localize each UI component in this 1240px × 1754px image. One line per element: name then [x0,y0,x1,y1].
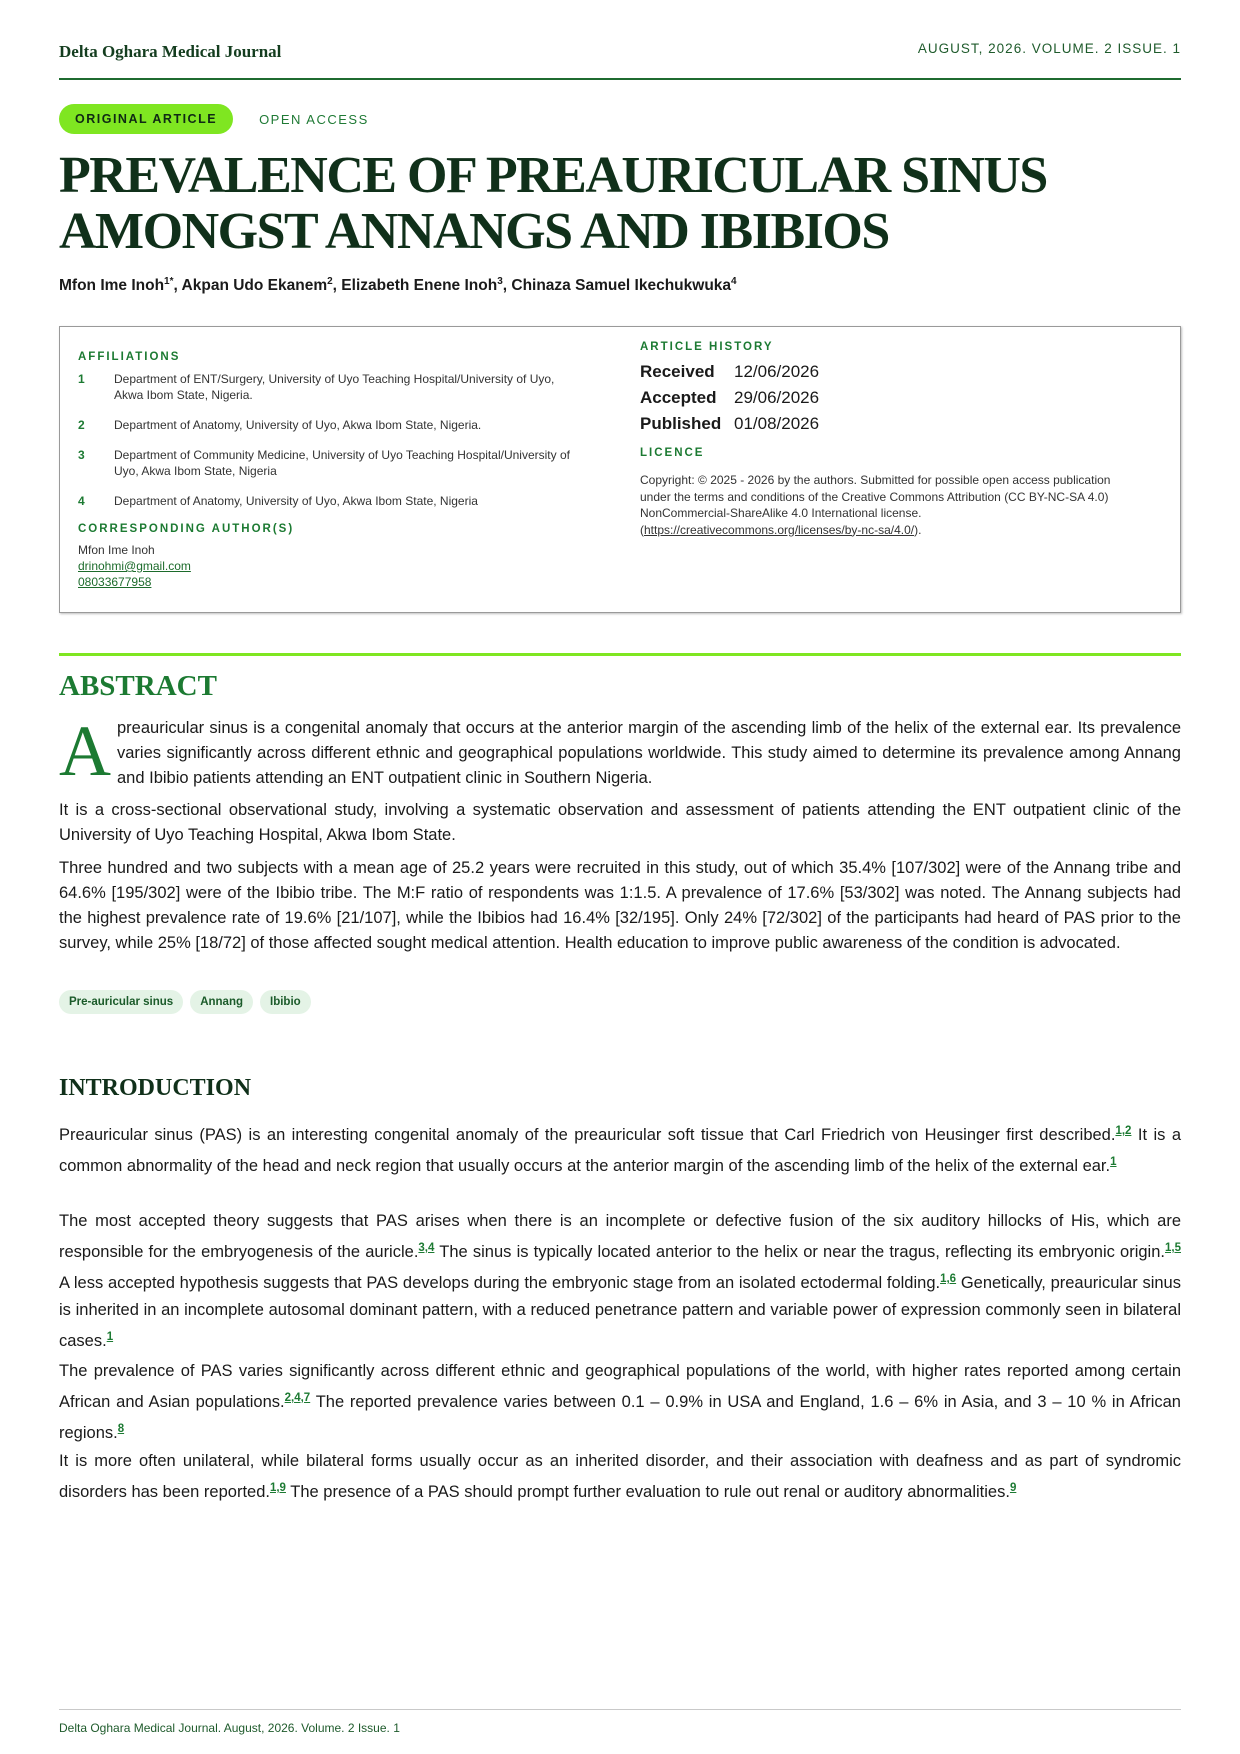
article-info-box [59,326,1181,613]
citation-link[interactable]: 1,9 [269,1482,286,1494]
licence-line: under the terms and conditions of the Creative Commons Attribution (CC BY-NC-SA 4.0) [640,489,1109,504]
abstract-paragraph-3: Three hundred and two subjects with a mean age of 25.2 years were recruited in this study, out of which 35.4% [107/302] were of the Annang tribe and 64.6% [195/302] were of the Ibibio tribe. The M:F ratio of respondents was 1:1.5. A prevalence of 17.6% [53/302] was noted. The Annang subjects had the highest prevalence rate of 19.6% [21/107], while the Ibibios had 16.4% [32/195]. Only 24% [72/302] of the participants had heard of PAS prior to the survey, while 25% [18/72] of those affected sought medical attention. Health education to improve public awareness of the condition is advocated. [59,859,1181,952]
intro-text: The sinus is typically located anterior to the helix or near the tragus, reflecting its embryonic origin. [434,1243,1165,1261]
abstract-heading: ABSTRACT [59,670,217,702]
history-accepted [640,385,1160,411]
history-value: 29/06/2026 [734,388,820,407]
affiliation-line: Akwa Ibom State, Nigeria. [114,388,253,402]
affiliation-text: Department of Anatomy, University of Uyo, Akwa Ibom State, Nigeria. [114,418,482,432]
open-access-label: OPEN ACCESS [259,111,369,127]
intro-text: Genetically, preauricular sinus is inherited in an incomplete autosomal dominant pattern, with a reduced penetrance pattern and variable power of expression commonly seen in bilateral cases. [59,1274,1181,1350]
licence-url-link[interactable]: https://creativecommons.org/licenses/by-nc-sa/4.0/ [644,522,915,537]
citation-link[interactable]: 3,4 [418,1242,435,1254]
intro-text: The reported prevalence varies between 0.1 – 0.9% in USA and England, 1.6 – 6% in Asia, and 3 – 10 % in African regions. [59,1393,1181,1442]
corresponding-author-section [78,523,608,590]
intro-paragraph-4 [59,1448,1181,1506]
article-title [59,148,1181,260]
licence-label: LICENCE [640,447,705,459]
intro-text: A less accepted hypothesis suggests that PAS develops during the embryonic stage from an isolated ectodermal folding. [59,1274,941,1292]
history-key: Published [640,414,722,433]
corresponding-phone-link[interactable]: 08033677958 [78,575,152,589]
citation-link[interactable]: 1,6 [940,1273,957,1285]
abstract-text: preauricular sinus is a congenital anomaly that occurs at the anterior margin of the ascending limb of the helix of the external ear. Its prevalence varies significantly across different ethnic and geographical populations worldwide. This study aimed to determine its prevalence among Annang and Ibibio patients attending an ENT outpatient clinic in Southern Nigeria. [117,719,1181,787]
citation-link[interactable]: 9 [1009,1482,1017,1494]
issue-info: AUGUST, 2026. VOLUME. 2 ISSUE. 1 [917,41,1181,56]
journal-name: Delta Oghara Medical Journal [59,42,282,61]
corresponding-author-details [78,542,608,590]
affiliation-item [78,447,608,479]
licence-paren: ( [640,522,644,537]
affiliation-item [78,371,608,403]
affiliation-text [114,447,570,479]
affiliation-line: Department of Community Medicine, University of Uyo Teaching Hospital/University of [114,448,570,462]
author-name: Mfon Ime Inoh [59,277,165,295]
citation-link[interactable]: 8 [117,1423,125,1435]
abstract-paragraph-2: It is a cross-sectional observational study, involving a systematic observation and assessment of patients attending the ENT outpatient clinic of the University of Uyo Teaching Hospital, Akwa Ibom State. [59,801,1181,844]
affiliation-text [114,371,554,403]
drop-cap: A [59,711,111,791]
keyword-tag[interactable]: Annang [190,990,253,1014]
corresponding-author-label: CORRESPONDING AUTHOR(S) [78,523,295,535]
affiliation-text: Department of Anatomy, University of Uyo, Akwa Ibom State, Nigeria [114,494,478,508]
history-key: Accepted [640,388,717,407]
intro-paragraph-1 [59,1118,1181,1180]
introduction-heading: INTRODUCTION [59,1075,252,1101]
author-affiliation-mark: 1* [164,276,174,287]
citation-link[interactable]: 1,5 [1165,1242,1181,1254]
author-list: Mfon Ime Inoh$^{1*}$, Akpan Udo Ekanem$^2$, Elizabeth Enene Inoh$^3$, Chinaza Samuel Ikechukwuka$^4$ [59,276,737,295]
intro-text: The prevalence of PAS varies significantly across different ethnic and geographical populations of the world, with higher rates reported among certain African and Asian populations. [59,1362,1181,1411]
intro-text: It is more often unilateral, while bilateral forms usually occur as an inherited disorder, and their association with deafness and as part of syndromic disorders has been reported. [59,1452,1181,1501]
affiliation-number: 1 [78,372,85,386]
affiliation-line: Department of ENT/Surgery, University of Uyo Teaching Hospital/University of Uyo, [114,372,555,386]
history-key: Received [640,362,715,381]
footer-citation: Delta Oghara Medical Journal. August, 2026. Volume. 2 Issue. 1 [59,1721,400,1735]
affiliations-label: AFFILIATIONS [78,351,181,363]
licence-line: NonCommercial-ShareAlike 4.0 International license. [640,506,922,520]
history-received [640,359,1160,385]
journal-header [59,38,1181,80]
article-history-label: ARTICLE HISTORY [640,341,774,353]
intro-paragraph-2 [59,1208,1181,1355]
citation-link[interactable]: 2,4,7 [284,1392,311,1404]
intro-text: Preauricular sinus (PAS) is an interesting congenital anomaly of the preauricular soft tissue that Carl Friedrich von Heusinger first described. [59,1126,1116,1144]
intro-text: It is a common abnormality of the head and neck region that usually occurs at the anterior margin of the ascending limb of the helix of the external ear. [59,1126,1181,1175]
author-affiliation-mark: 4 [731,276,737,287]
history-list [640,359,1160,437]
history-published [640,411,1160,437]
licence-paren: ). [914,522,922,537]
title-line-2: AMONGST ANNANGS AND IBIBIOS [59,203,889,260]
intro-paragraph-3 [59,1358,1181,1447]
keyword-list [59,990,311,1014]
citation-link[interactable]: 1 [106,1331,114,1343]
intro-text: The most accepted theory suggests that PAS arises when there is an incomplete or defective fusion of the six auditory hillocks of His, which are responsible for the embryogenesis of the auricle. [59,1212,1181,1261]
section-divider [59,653,1181,656]
keyword-tag[interactable]: Pre-auricular sinus [59,990,183,1014]
badge-row [59,103,369,135]
author-affiliation-mark: 3 [497,276,503,287]
article-type-badge: ORIGINAL ARTICLE [59,104,233,134]
intro-text: The presence of a PAS should prompt further evaluation to rule out renal or auditory abnormalities. [285,1483,1010,1501]
history-value: 12/06/2026 [734,362,820,381]
author-name: Chinaza Samuel Ikechukwuka [511,277,732,295]
author-affiliation-mark: 2 [327,276,333,287]
history-value: 01/08/2026 [734,414,820,433]
corresponding-email-link[interactable]: drinohmi@gmail.com [78,559,191,573]
corresponding-author-name: Mfon Ime Inoh [78,543,155,557]
licence-text [640,472,1160,538]
affiliation-line: Uyo, Akwa Ibom State, Nigeria [114,464,277,478]
affiliation-number: 4 [78,494,85,508]
footer-divider [59,1709,1181,1710]
citation-link[interactable]: 1 [1110,1156,1117,1168]
affiliation-item [78,417,608,433]
author-name: Akpan Udo Ekanem [181,277,328,295]
affiliation-number: 3 [78,448,85,462]
article-history-section [640,341,1160,538]
abstract-paragraph-1 [59,711,1181,791]
affiliations-section [78,351,608,590]
citation-link[interactable]: 1,2 [1115,1125,1132,1137]
keyword-tag[interactable]: Ibibio [260,990,311,1014]
licence-line: Copyright: © 2025 - 2026 by the authors. Submitted for possible open access publication [640,473,1111,487]
author-name: Elizabeth Enene Inoh [341,277,498,295]
title-line-1: PREVALENCE OF PREAURICULAR SINUS [59,147,1047,204]
affiliation-number: 2 [78,418,85,432]
affiliation-item [78,493,608,509]
